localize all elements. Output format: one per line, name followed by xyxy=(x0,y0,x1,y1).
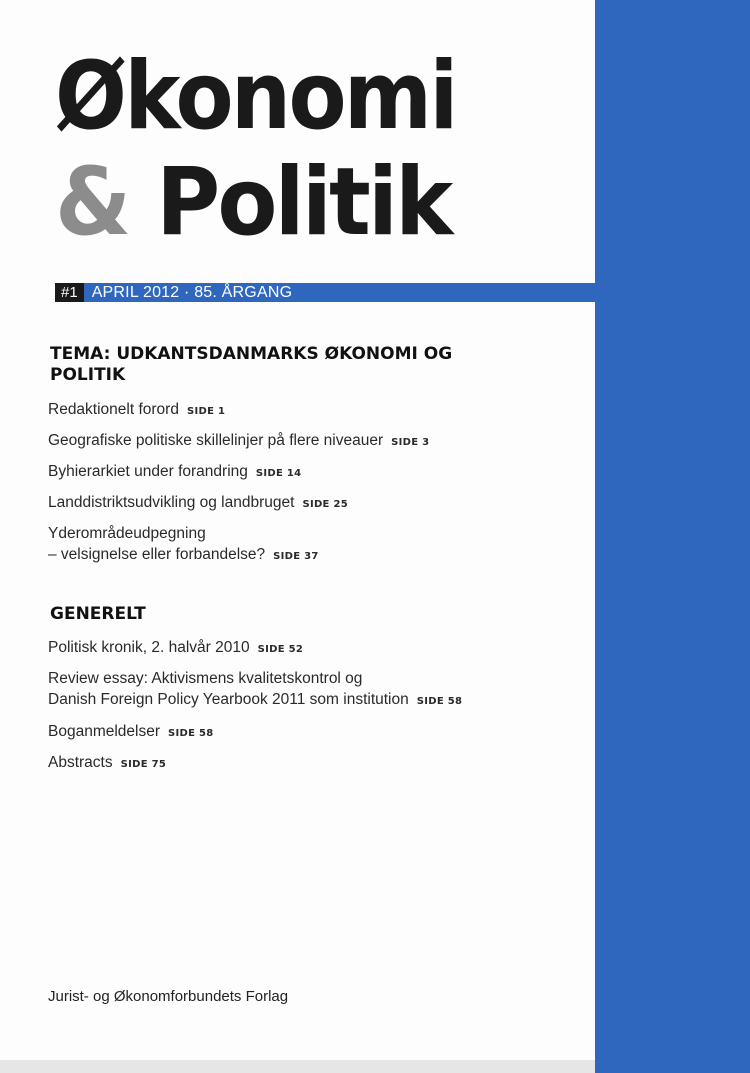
toc-item xyxy=(48,752,166,775)
toc-item-page: SIDE 58 xyxy=(416,696,463,707)
toc-item-page: SIDE 25 xyxy=(302,499,348,510)
toc-item xyxy=(48,637,303,660)
toc-item-title: Yderområdeudpegning xyxy=(48,525,206,542)
toc-item-title: Redaktionelt forord xyxy=(48,401,179,418)
theme-heading xyxy=(50,344,452,386)
theme-heading-line1: TEMA: UDKANTSDANMARKS ØKONOMI OG xyxy=(50,344,453,364)
toc-item xyxy=(48,430,429,453)
toc-item xyxy=(48,668,462,712)
toc-item-page: SIDE 52 xyxy=(257,644,304,655)
issue-bar xyxy=(55,283,595,302)
toc-item xyxy=(48,721,214,744)
theme-heading-line2: POLITIK xyxy=(50,365,126,385)
toc-item-page: SIDE 1 xyxy=(186,406,226,417)
issue-date: APRIL 2012 · 85. ÅRGANG xyxy=(91,283,293,301)
toc-item xyxy=(48,461,301,484)
toc-item-title: Politisk kronik, 2. halvår 2010 xyxy=(48,639,250,656)
toc-item-title: Geografiske politiske skillelinjer på flere niveauer xyxy=(48,432,384,449)
toc-item-page: SIDE 58 xyxy=(168,728,214,739)
journal-title-line1: Økonomi xyxy=(55,42,456,151)
toc-item xyxy=(48,523,319,567)
toc-item-page: SIDE 14 xyxy=(255,468,302,479)
issue-number: #1 xyxy=(55,283,84,302)
toc-item-title: Boganmeldelser xyxy=(48,723,161,740)
title-ampersand: & xyxy=(55,148,129,257)
publisher-name: Jurist- og Økonomforbundets Forlag xyxy=(48,988,289,1005)
blue-side-stripe xyxy=(595,0,750,1073)
title-politik: Politik xyxy=(156,148,451,257)
toc-item-title: Landdistriktsudvikling og landbruget xyxy=(48,494,295,511)
toc-item-title: Abstracts xyxy=(48,754,113,771)
general-heading: GENERELT xyxy=(50,604,146,624)
toc-item-title: Danish Foreign Policy Yearbook 2011 som institution xyxy=(48,691,409,708)
toc-item-page: SIDE 75 xyxy=(120,759,167,770)
toc-item-title: – velsignelse eller forbandelse? xyxy=(48,546,266,563)
toc-item-page: SIDE 37 xyxy=(273,551,319,562)
toc-item xyxy=(48,492,348,515)
journal-title-line2 xyxy=(55,148,451,257)
cover-bottom-edge xyxy=(0,1060,595,1073)
toc-item xyxy=(48,399,225,422)
toc-item-page: SIDE 3 xyxy=(391,437,430,448)
toc-item-title: Review essay: Aktivismens kvalitetskontrol og xyxy=(48,670,363,687)
toc-item-title: Byhierarkiet under forandring xyxy=(48,463,248,480)
